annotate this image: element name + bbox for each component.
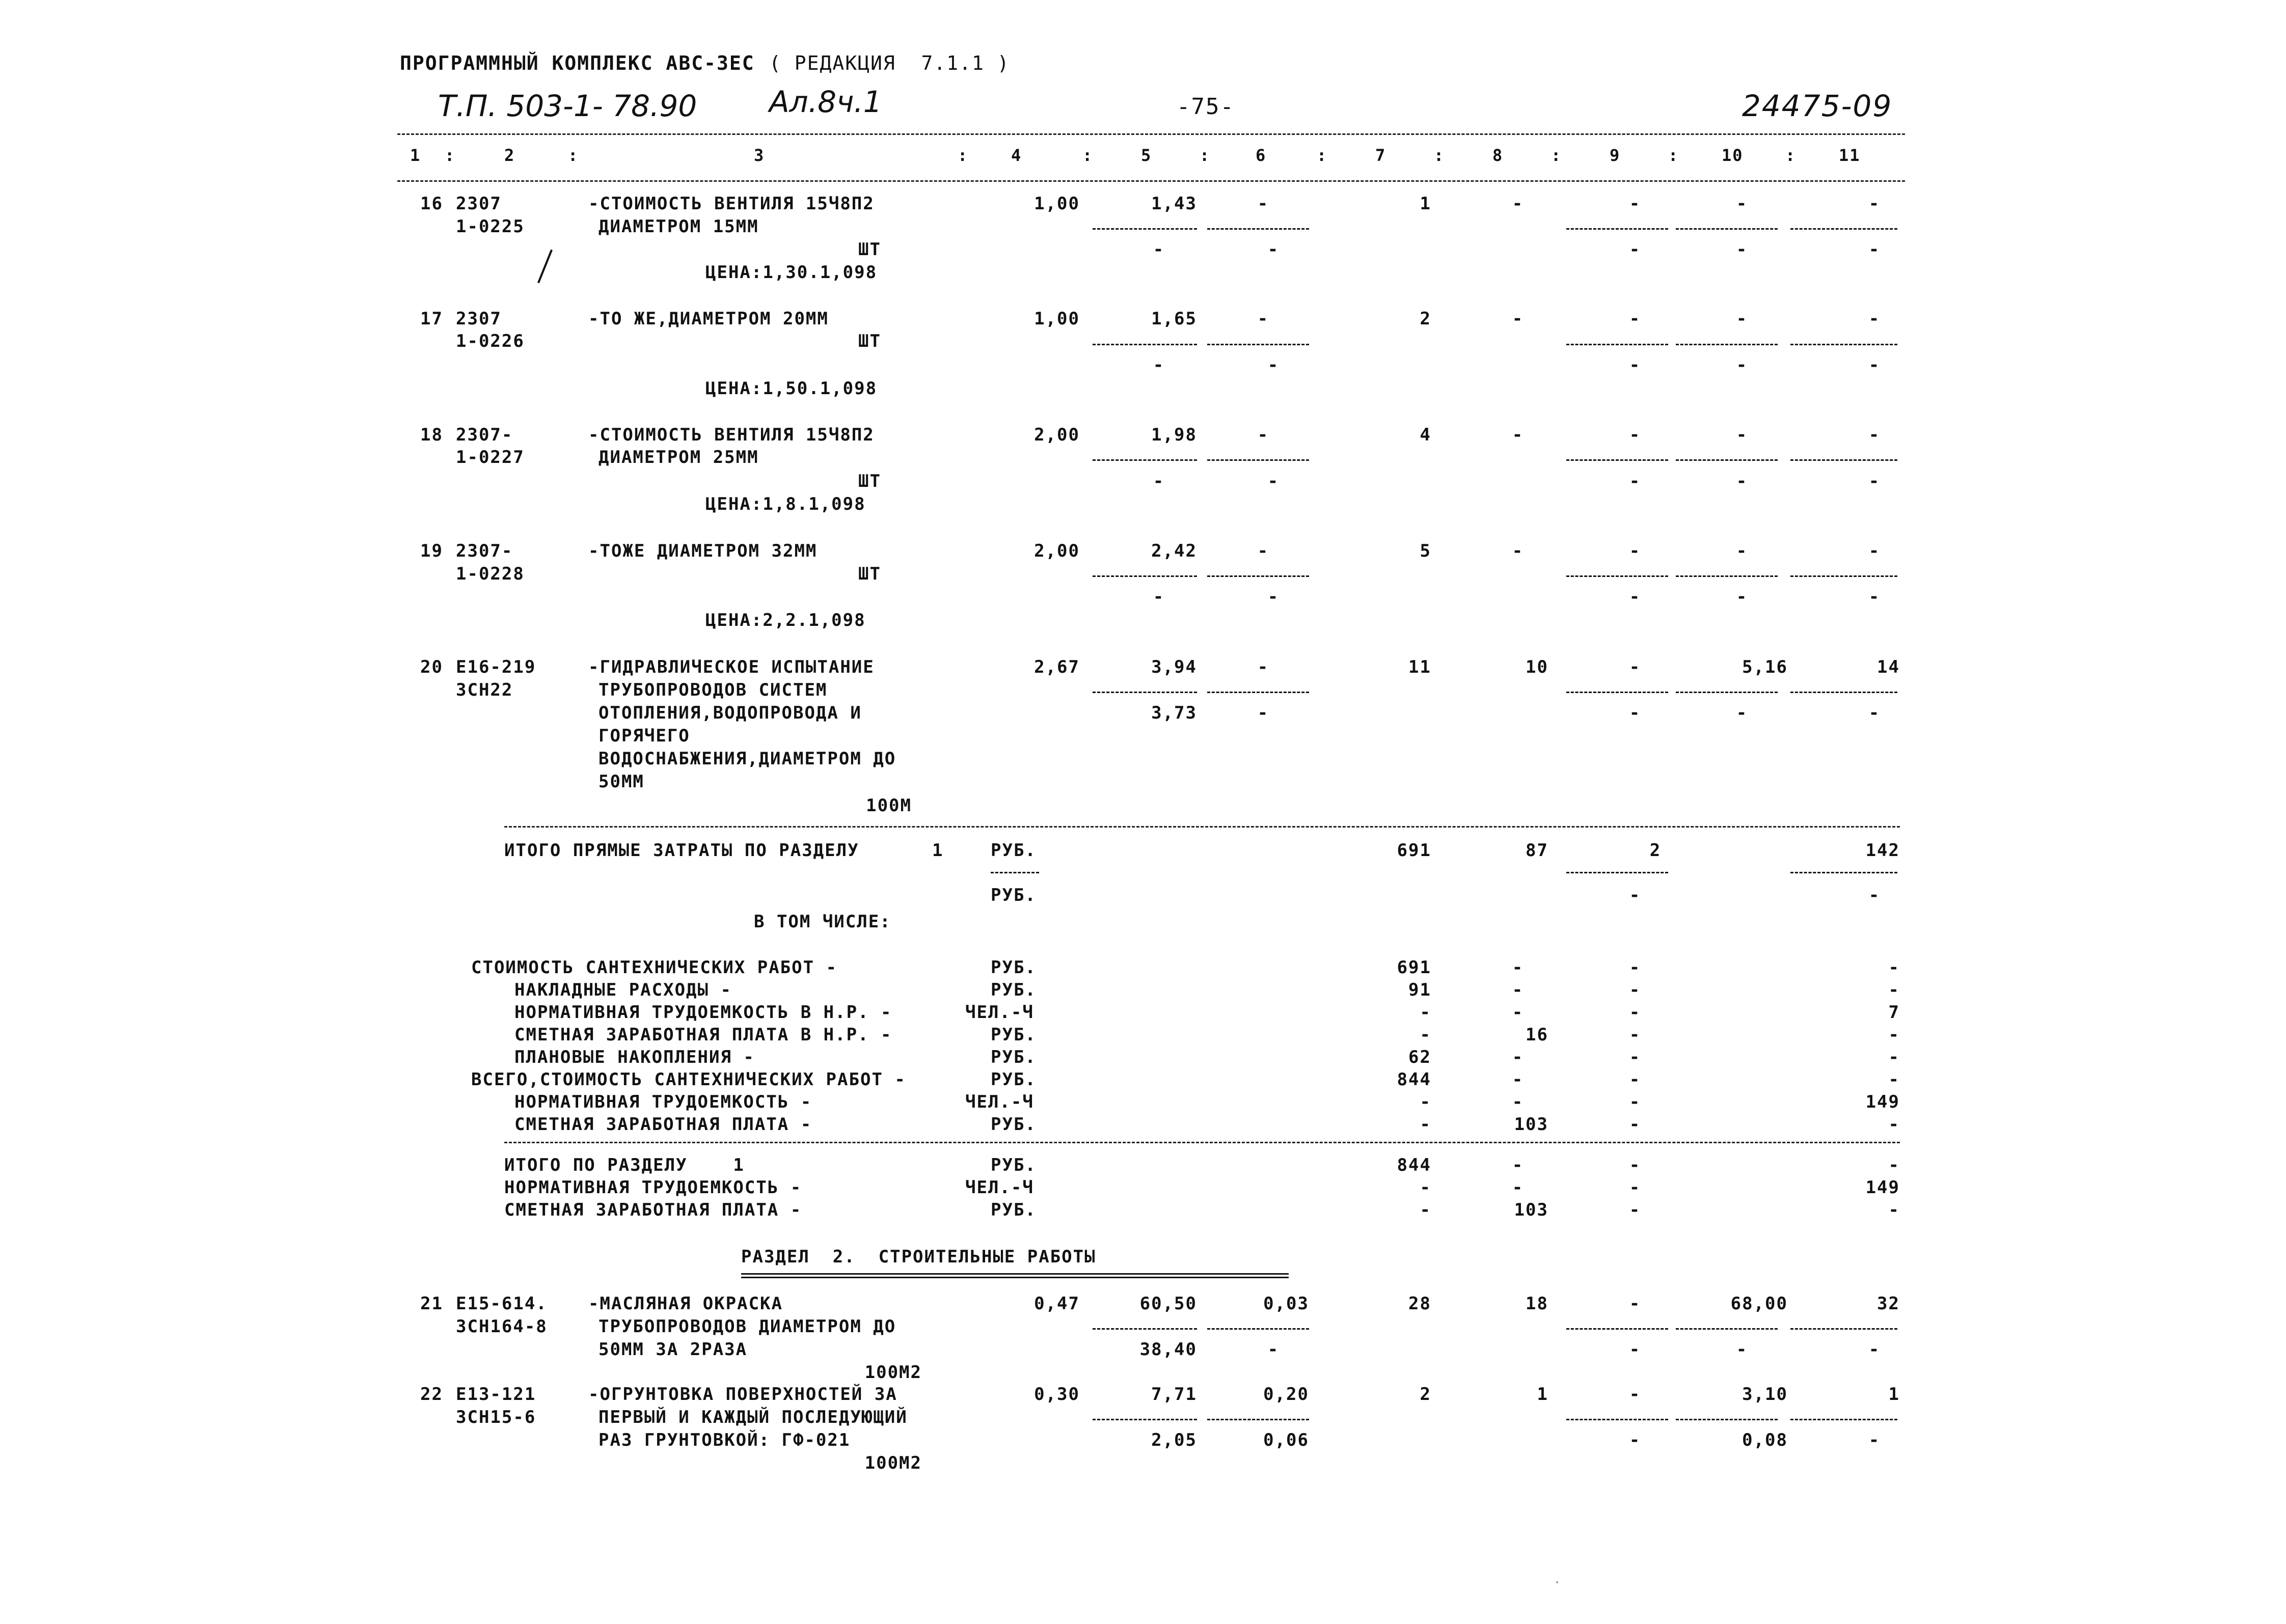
col-10: 10 [1722, 146, 1744, 165]
cell-c6: - [1257, 425, 1269, 445]
breakdown-c11: - [1888, 980, 1900, 1000]
cell-c11b: - [1868, 239, 1881, 260]
breakdown-c9: - [1629, 980, 1641, 1000]
cell-c5: 1,65 [1151, 309, 1197, 329]
breakdown-c8: - [1512, 1047, 1524, 1067]
cell-c4: 1,00 [1034, 309, 1080, 329]
cell-c9b: - [1629, 1430, 1641, 1450]
item-desc-line: -СТОИМОСТЬ ВЕНТИЛЯ 15Ч8П2 [588, 425, 875, 445]
item-desc-line: -МАСЛЯНАЯ ОКРАСКА [588, 1293, 783, 1314]
col-sep: : [1317, 146, 1328, 165]
item-code-2: 1-0227 [456, 447, 525, 467]
section-total-c8: - [1512, 1177, 1524, 1198]
col-9: 9 [1610, 146, 1621, 165]
cell-c5: 3,94 [1151, 657, 1197, 677]
col-2: 2 [504, 146, 515, 165]
item-desc-line: -ТО ЖЕ,ДИАМЕТРОМ 20ММ [588, 309, 829, 329]
cell-c5b: - [1153, 587, 1165, 607]
sub-divider [1566, 692, 1668, 693]
section-total-label: НОРМАТИВНАЯ ТРУДОЕМКОСТЬ - [504, 1177, 802, 1198]
header-divider [397, 133, 1905, 135]
item-desc-line: ТРУБОПРОВОДОВ СИСТЕМ [598, 680, 828, 700]
cell-c8: - [1512, 541, 1524, 561]
item-desc-line: ДИАМЕТРОМ 25ММ [598, 447, 759, 467]
cell-c10b: 0,08 [1742, 1430, 1788, 1450]
cell-c5: 1,43 [1151, 194, 1197, 214]
item-unit: ШТ [858, 331, 881, 351]
section-total-c8: - [1512, 1155, 1524, 1175]
cell-c11: 1 [1888, 1384, 1900, 1405]
breakdown-c7: 91 [1408, 980, 1431, 1000]
cell-c10: - [1736, 541, 1748, 561]
col-sep: : [1668, 146, 1679, 165]
sub-divider [991, 872, 1039, 873]
cell-c5b: - [1153, 355, 1165, 375]
cell-c6: 0,03 [1263, 1293, 1309, 1314]
cell-c10: - [1736, 425, 1748, 445]
cell-c4: 0,30 [1034, 1384, 1080, 1405]
breakdown-c11: - [1888, 1114, 1900, 1135]
cell-c7: 2 [1420, 309, 1431, 329]
cell-c11b: - [1868, 1430, 1881, 1450]
item-number: 19 [420, 541, 443, 561]
col-sep: : [568, 146, 579, 165]
cell-c11: - [1868, 541, 1881, 561]
cell-c9: - [1629, 1384, 1641, 1405]
totals-c7: 691 [1397, 840, 1431, 861]
section-total-label: СМЕТНАЯ ЗАРАБОТНАЯ ПЛАТА - [504, 1200, 802, 1220]
cell-c10b: - [1736, 355, 1748, 375]
cell-c5b: 3,73 [1151, 703, 1197, 723]
cell-c6b: - [1257, 703, 1269, 723]
breakdown-unit: РУБ. [991, 1047, 1037, 1067]
totals-section-number: 1 [932, 840, 944, 861]
cell-c7: 2 [1420, 1384, 1431, 1405]
item-code: 2307- [456, 425, 513, 445]
breakdown-unit: ЧЕЛ.-Ч [965, 1092, 1034, 1112]
cell-c4: 0,47 [1034, 1293, 1080, 1314]
col-7: 7 [1375, 146, 1386, 165]
cell-c6b: - [1267, 1339, 1280, 1360]
breakdown-c11: 149 [1865, 1092, 1900, 1112]
sub-divider [1790, 228, 1897, 230]
section-total-c11: - [1888, 1155, 1900, 1175]
cell-c10b: - [1736, 587, 1748, 607]
cell-c9: - [1629, 425, 1641, 445]
section-total-unit: РУБ. [991, 1200, 1037, 1220]
cell-c10: 68,00 [1730, 1293, 1788, 1314]
cell-c9: - [1629, 541, 1641, 561]
cell-c10b: - [1736, 1339, 1748, 1360]
sub-divider [1676, 459, 1778, 461]
cell-c4: 2,00 [1034, 425, 1080, 445]
section-total-c9: - [1629, 1177, 1641, 1198]
project-code: Т.П. 503-1- 78.90 [438, 89, 697, 123]
totals-unit-2: РУБ. [991, 885, 1037, 905]
cell-c8: 10 [1526, 657, 1548, 677]
sub-divider [1790, 1328, 1897, 1330]
col-sep: : [1551, 146, 1562, 165]
col-3: 3 [754, 146, 765, 165]
cell-c5: 60,50 [1139, 1293, 1197, 1314]
item-desc-line: ГОРЯЧЕГО [598, 726, 690, 746]
cell-c9b: - [1629, 1339, 1641, 1360]
edition-label: ( РЕДАКЦИЯ 7.1.1 ) [769, 52, 1010, 74]
cell-c9: - [1629, 309, 1641, 329]
cell-c11: - [1868, 425, 1881, 445]
cell-c10b: - [1736, 471, 1748, 491]
item-unit: ШТ [858, 239, 881, 260]
sub-divider [1207, 344, 1309, 345]
section-total-c9: - [1629, 1200, 1641, 1220]
cell-c5b: 38,40 [1139, 1339, 1197, 1360]
breakdown-c8: - [1512, 957, 1524, 978]
section-total-c7: 844 [1397, 1155, 1431, 1175]
sub-divider [1566, 459, 1668, 461]
page-number: -75- [1177, 94, 1235, 120]
breakdown-label: НОРМАТИВНАЯ ТРУДОЕМКОСТЬ - [514, 1092, 812, 1112]
sub-divider [1093, 459, 1197, 461]
cell-c11: - [1868, 194, 1881, 214]
cell-c6: - [1257, 309, 1269, 329]
breakdown-c7: - [1420, 1092, 1431, 1112]
col-sep: : [1434, 146, 1445, 165]
cell-c6: - [1257, 541, 1269, 561]
cell-c6b: - [1267, 471, 1280, 491]
item-desc-line: ДИАМЕТРОМ 15ММ [598, 216, 759, 237]
col-1: 1 [410, 146, 421, 165]
sub-divider [1566, 1419, 1668, 1420]
cell-c8: - [1512, 425, 1524, 445]
section-total-c8: 103 [1514, 1200, 1548, 1220]
col-6: 6 [1256, 146, 1267, 165]
cell-c9b: - [1629, 471, 1641, 491]
item-desc-line: -СТОИМОСТЬ ВЕНТИЛЯ 15Ч8П2 [588, 194, 875, 214]
cell-c10: - [1736, 194, 1748, 214]
item-desc-line: 50ММ ЗА 2РАЗА [598, 1339, 748, 1360]
section-total-c7: - [1420, 1177, 1431, 1198]
cell-c5: 7,71 [1151, 1384, 1197, 1405]
col-11: 11 [1839, 146, 1861, 165]
item-unit: 100М [866, 795, 912, 816]
item-code-2: 3СН22 [456, 680, 513, 700]
sub-divider [1566, 228, 1668, 230]
breakdown-c11: - [1888, 1025, 1900, 1045]
cell-c6b: - [1267, 239, 1280, 260]
breakdown-c11: 7 [1888, 1002, 1900, 1023]
breakdown-c9: - [1629, 1002, 1641, 1023]
totals-unit: РУБ. [991, 840, 1037, 861]
totals-label: ИТОГО ПРЯМЫЕ ЗАТРАТЫ ПО РАЗДЕЛУ [504, 840, 859, 861]
item-unit: 100М2 [864, 1362, 922, 1383]
cell-c11: 14 [1877, 657, 1900, 677]
sub-divider [1207, 1328, 1309, 1330]
item-desc-line: РАЗ ГРУНТОВКОЙ: ГФ-021 [598, 1430, 851, 1450]
breakdown-label: СМЕТНАЯ ЗАРАБОТНАЯ ПЛАТА - [514, 1114, 812, 1135]
item-number: 20 [420, 657, 443, 677]
cell-c11b: - [1868, 587, 1881, 607]
breakdown-label: СМЕТНАЯ ЗАРАБОТНАЯ ПЛАТА В Н.Р. - [514, 1025, 892, 1045]
item-desc-line: ВОДОСНАБЖЕНИЯ,ДИАМЕТРОМ ДО [598, 749, 896, 769]
item-code: 2307 [456, 309, 502, 329]
item-code: Е13-121 [456, 1384, 536, 1405]
totals-c9: 2 [1649, 840, 1662, 861]
cell-c9: - [1629, 194, 1641, 214]
cell-c11: 32 [1877, 1293, 1900, 1314]
totals-c8: 87 [1526, 840, 1548, 861]
item-number: 18 [420, 425, 443, 445]
cell-c9: - [1629, 1293, 1641, 1314]
item-code: Е15-614. [456, 1293, 548, 1314]
col-sep: : [958, 146, 969, 165]
breakdown-c8: - [1512, 1069, 1524, 1090]
breakdown-unit: ЧЕЛ.-Ч [965, 1002, 1034, 1023]
cell-c11b: - [1868, 1339, 1881, 1360]
cell-c5b: - [1153, 471, 1165, 491]
cell-c8: 1 [1537, 1384, 1548, 1405]
item-price: ЦЕНА:1,30.1,098 [705, 262, 878, 283]
cell-c6: - [1257, 194, 1269, 214]
sub-divider [1093, 1419, 1197, 1420]
breakdown-c7: - [1420, 1114, 1431, 1135]
breakdown-c9: - [1629, 1114, 1641, 1135]
sub-divider [1676, 344, 1778, 345]
item-code-2: 1-0226 [456, 331, 525, 351]
breakdown-c7: - [1420, 1002, 1431, 1023]
item-number: 16 [420, 194, 443, 214]
sub-divider [1790, 872, 1897, 873]
sub-divider [1566, 344, 1668, 345]
col-5: 5 [1141, 146, 1152, 165]
cell-c8: 18 [1526, 1293, 1548, 1314]
cell-c9b: - [1629, 239, 1641, 260]
item-price: ЦЕНА:1,50.1,098 [705, 378, 878, 399]
totals-c9b: - [1629, 885, 1641, 905]
item-unit: ШТ [858, 471, 881, 491]
breakdown-c7: 691 [1397, 957, 1431, 978]
item-code: Е16-219 [456, 657, 536, 677]
column-header-divider [397, 180, 1905, 182]
sub-divider [1207, 459, 1309, 461]
album-label: Ал.8ч.1 [769, 85, 882, 119]
sub-divider [1093, 692, 1197, 693]
totals-c11: 142 [1865, 840, 1900, 861]
item-desc-line: -ОГРУНТОВКА ПОВЕРХНОСТЕЙ ЗА [588, 1384, 897, 1405]
sub-divider [1566, 872, 1668, 873]
sub-divider [1207, 228, 1309, 230]
section-total-unit: ЧЕЛ.-Ч [965, 1177, 1034, 1198]
item-code: 2307- [456, 541, 513, 561]
section-total-c9: - [1629, 1155, 1641, 1175]
sub-divider [1790, 692, 1897, 693]
cell-c7: 1 [1420, 194, 1431, 214]
cell-c11: - [1868, 309, 1881, 329]
cell-c11b: - [1868, 355, 1881, 375]
breakdown-c8: - [1512, 980, 1524, 1000]
col-8: 8 [1492, 146, 1504, 165]
sub-divider [1676, 1328, 1778, 1330]
col-sep: : [1200, 146, 1211, 165]
item-unit: 100М2 [864, 1453, 922, 1473]
section-total-label: ИТОГО ПО РАЗДЕЛУ 1 [504, 1155, 745, 1175]
section2-underline [741, 1273, 1289, 1278]
breakdown-unit: РУБ. [991, 1025, 1037, 1045]
item-desc-line: ТРУБОПРОВОДОВ ДИАМЕТРОМ ДО [598, 1316, 896, 1337]
col-sep: : [1785, 146, 1797, 165]
doc-number: 24475-09 [1742, 89, 1893, 123]
col-4: 4 [1011, 146, 1022, 165]
section-divider [504, 1142, 1900, 1143]
breakdown-label: НАКЛАДНЫЕ РАСХОДЫ - [514, 980, 732, 1000]
item-code-2: 3СН15-6 [456, 1407, 536, 1427]
breakdown-c8: - [1512, 1092, 1524, 1112]
section-total-c7: - [1420, 1200, 1431, 1220]
item-number: 17 [420, 309, 443, 329]
cell-c10b: - [1736, 703, 1748, 723]
breakdown-label: ПЛАНОВЫЕ НАКОПЛЕНИЯ - [514, 1047, 755, 1067]
sub-divider [1207, 692, 1309, 693]
cell-c6: 0,20 [1263, 1384, 1309, 1405]
cell-c8: - [1512, 194, 1524, 214]
item-price: ЦЕНА:1,8.1,098 [705, 494, 866, 514]
cell-c10: - [1736, 309, 1748, 329]
breakdown-c7: 62 [1408, 1047, 1431, 1067]
cell-c6b: 0,06 [1263, 1430, 1309, 1450]
item-desc-line: -ТОЖЕ ДИАМЕТРОМ 32ММ [588, 541, 818, 561]
item-code-2: 3СН164-8 [456, 1316, 548, 1337]
section-total-c11: 149 [1865, 1177, 1900, 1198]
section-divider [504, 826, 1900, 828]
sub-divider [1093, 344, 1197, 345]
sub-divider [1790, 575, 1897, 577]
sub-divider [1207, 1419, 1309, 1420]
item-desc-line: ПЕРВЫЙ И КАЖДЫЙ ПОСЛЕДУЮЩИЙ [598, 1407, 908, 1427]
breakdown-c7: - [1420, 1025, 1431, 1045]
cell-c7: 4 [1420, 425, 1431, 445]
breakdown-c7: 844 [1397, 1069, 1431, 1090]
breakdown-c9: - [1629, 1047, 1641, 1067]
item-number: 22 [420, 1384, 443, 1405]
section2-title: РАЗДЕЛ 2. СТРОИТЕЛЬНЫЕ РАБОТЫ [741, 1247, 1096, 1267]
cell-c9: - [1629, 657, 1641, 677]
item-code-2: 1-0225 [456, 216, 525, 237]
breakdown-c11: - [1888, 957, 1900, 978]
sub-divider [1676, 228, 1778, 230]
cell-c6b: - [1267, 355, 1280, 375]
item-desc-line: -ГИДРАВЛИЧЕСКОЕ ИСПЫТАНИЕ [588, 657, 875, 677]
cell-c9b: - [1629, 355, 1641, 375]
item-desc-line: ОТОПЛЕНИЯ,ВОДОПРОВОДА И [598, 703, 862, 723]
sub-divider [1093, 228, 1197, 230]
cell-c7: 5 [1420, 541, 1431, 561]
cell-c9b: - [1629, 703, 1641, 723]
sub-divider [1207, 575, 1309, 577]
breakdown-unit: РУБ. [991, 1069, 1037, 1090]
sub-divider [1093, 575, 1197, 577]
cell-c4: 2,00 [1034, 541, 1080, 561]
breakdown-unit: РУБ. [991, 1114, 1037, 1135]
program-title: ПРОГРАММНЫЙ КОМПЛЕКС АВС-3ЕС [400, 52, 755, 74]
cell-c10: 3,10 [1742, 1384, 1788, 1405]
cell-c11b: - [1868, 703, 1881, 723]
pen-mark [537, 250, 553, 283]
breakdown-c9: - [1629, 957, 1641, 978]
item-number: 21 [420, 1293, 443, 1314]
cell-c8: - [1512, 309, 1524, 329]
cell-c5b: 2,05 [1151, 1430, 1197, 1450]
cell-c11b: - [1868, 471, 1881, 491]
cell-c5: 2,42 [1151, 541, 1197, 561]
cell-c10b: - [1736, 239, 1748, 260]
scan-speck [1556, 1581, 1558, 1583]
sub-divider [1676, 575, 1778, 577]
breakdown-c8: - [1512, 1002, 1524, 1023]
sub-divider [1790, 459, 1897, 461]
col-sep: : [1082, 146, 1094, 165]
breakdown-c8: 16 [1526, 1025, 1548, 1045]
breakdown-c9: - [1629, 1092, 1641, 1112]
sub-divider [1790, 344, 1897, 345]
sub-divider [1566, 575, 1668, 577]
sub-divider [1093, 1328, 1197, 1330]
section-total-unit: РУБ. [991, 1155, 1037, 1175]
breakdown-c11: - [1888, 1047, 1900, 1067]
col-sep: : [445, 146, 456, 165]
item-price: ЦЕНА:2,2.1,098 [705, 610, 866, 630]
breakdown-label: СТОИМОСТЬ САНТЕХНИЧЕСКИХ РАБОТ - [471, 957, 838, 978]
breakdown-label: ВСЕГО,СТОИМОСТЬ САНТЕХНИЧЕСКИХ РАБОТ - [471, 1069, 906, 1090]
cell-c5b: - [1153, 239, 1165, 260]
breakdown-c9: - [1629, 1069, 1641, 1090]
sub-divider [1566, 1328, 1668, 1330]
sub-divider [1790, 1419, 1897, 1420]
breakdown-c8: 103 [1514, 1114, 1548, 1135]
cell-c7: 11 [1408, 657, 1431, 677]
cell-c10: 5,16 [1742, 657, 1788, 677]
sub-divider [1676, 1419, 1778, 1420]
item-desc-line: 50ММ [598, 772, 644, 792]
cell-c6: - [1257, 657, 1269, 677]
section-total-c11: - [1888, 1200, 1900, 1220]
cell-c4: 1,00 [1034, 194, 1080, 214]
including-label: В ТОМ ЧИСЛЕ: [754, 912, 891, 932]
breakdown-c11: - [1888, 1069, 1900, 1090]
item-unit: ШТ [858, 564, 881, 584]
totals-c11b: - [1868, 885, 1881, 905]
breakdown-label: НОРМАТИВНАЯ ТРУДОЕМКОСТЬ В Н.Р. - [514, 1002, 892, 1023]
breakdown-unit: РУБ. [991, 957, 1037, 978]
breakdown-unit: РУБ. [991, 980, 1037, 1000]
sub-divider [1676, 692, 1778, 693]
cell-c4: 2,67 [1034, 657, 1080, 677]
breakdown-c9: - [1629, 1025, 1641, 1045]
cell-c9b: - [1629, 587, 1641, 607]
item-code-2: 1-0228 [456, 564, 525, 584]
cell-c7: 28 [1408, 1293, 1431, 1314]
cell-c5: 1,98 [1151, 425, 1197, 445]
cell-c6b: - [1267, 587, 1280, 607]
item-code: 2307 [456, 194, 502, 214]
